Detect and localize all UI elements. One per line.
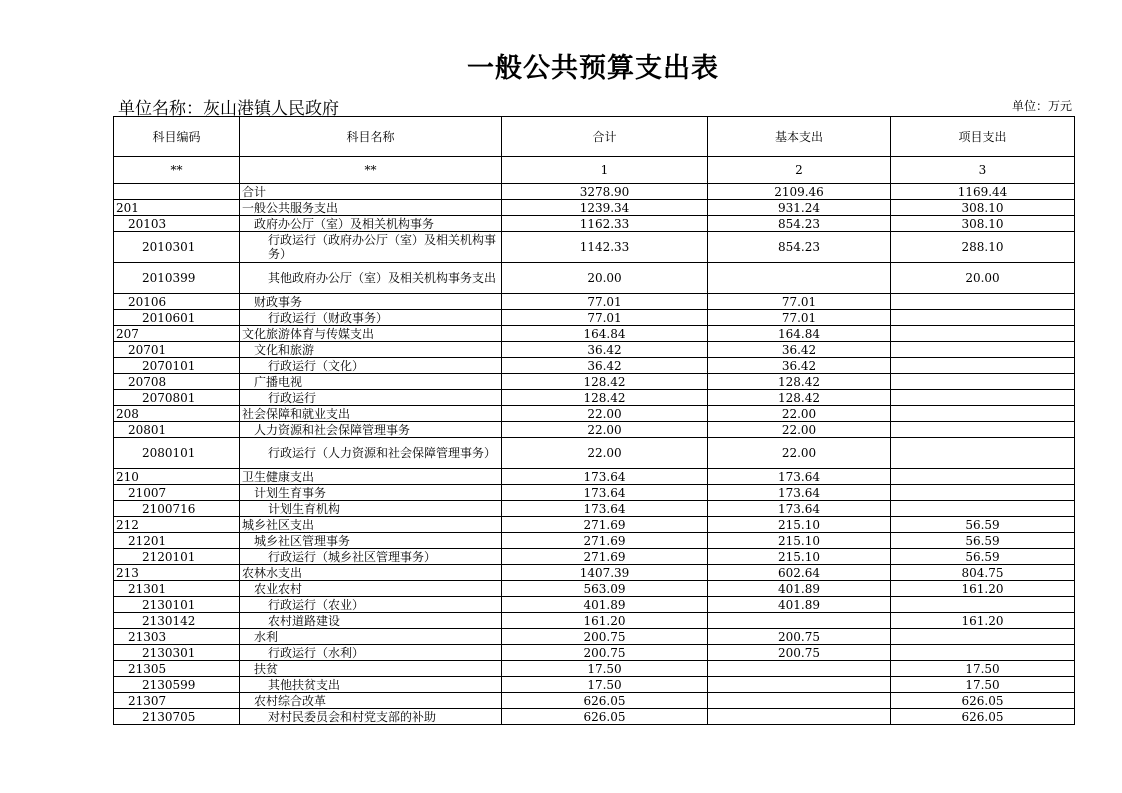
- row-total: 173.64: [502, 469, 708, 485]
- table-row: [114, 469, 1075, 485]
- row-basic: 77.01: [708, 294, 891, 310]
- row-basic: [708, 677, 891, 693]
- row-name: 社会保障和就业支出: [240, 406, 502, 422]
- row-code: 20708: [114, 374, 240, 390]
- row-total: 128.42: [502, 374, 708, 390]
- row-total: 271.69: [502, 533, 708, 549]
- table-row: [114, 200, 1075, 216]
- row-total: 77.01: [502, 294, 708, 310]
- row-project: [891, 422, 1075, 438]
- row-basic: 215.10: [708, 533, 891, 549]
- row-basic: 200.75: [708, 629, 891, 645]
- row-code: 213: [114, 565, 240, 581]
- row-total: 36.42: [502, 342, 708, 358]
- table-row: [114, 517, 1075, 533]
- row-total: 1407.39: [502, 565, 708, 581]
- row-project: [891, 438, 1075, 469]
- row-total: 173.64: [502, 501, 708, 517]
- row-code: 21307: [114, 693, 240, 709]
- row-project: 161.20: [891, 581, 1075, 597]
- row-basic: 602.64: [708, 565, 891, 581]
- row-project: [891, 342, 1075, 358]
- table-row: [114, 294, 1075, 310]
- table-row: [114, 310, 1075, 326]
- row-code: 201: [114, 200, 240, 216]
- row-code: 21007: [114, 485, 240, 501]
- subheader-row: [114, 157, 1075, 184]
- row-basic: 854.23: [708, 216, 891, 232]
- row-project: 17.50: [891, 677, 1075, 693]
- row-basic: [708, 693, 891, 709]
- row-code: 2070801: [114, 390, 240, 406]
- row-total: 22.00: [502, 406, 708, 422]
- table-row: [114, 406, 1075, 422]
- row-name: 文化和旅游: [240, 342, 502, 358]
- row-project: 17.50: [891, 661, 1075, 677]
- row-name: 文化旅游体育与传媒支出: [240, 326, 502, 342]
- row-project: 308.10: [891, 200, 1075, 216]
- table-row: [114, 661, 1075, 677]
- row-basic: 22.00: [708, 406, 891, 422]
- row-total: 22.00: [502, 438, 708, 469]
- row-name: 行政运行（政府办公厅（室）及相关机构事务）: [240, 232, 502, 263]
- row-code: 2130142: [114, 613, 240, 629]
- row-code: 208: [114, 406, 240, 422]
- row-project: 56.59: [891, 517, 1075, 533]
- row-code: 2010301: [114, 232, 240, 263]
- table-row: [114, 358, 1075, 374]
- row-total: 563.09: [502, 581, 708, 597]
- table-row: [114, 422, 1075, 438]
- row-project: [891, 629, 1075, 645]
- row-name: 人力资源和社会保障管理事务: [240, 422, 502, 438]
- row-name: 行政运行: [240, 390, 502, 406]
- row-project: [891, 597, 1075, 613]
- table-row: [114, 549, 1075, 565]
- row-project: 804.75: [891, 565, 1075, 581]
- row-name: 行政运行（文化）: [240, 358, 502, 374]
- row-project: 308.10: [891, 216, 1075, 232]
- row-total: 1162.33: [502, 216, 708, 232]
- row-code: 2130101: [114, 597, 240, 613]
- row-total: 200.75: [502, 629, 708, 645]
- table-row: [114, 597, 1075, 613]
- row-code: 21301: [114, 581, 240, 597]
- table-row: [114, 677, 1075, 693]
- subheader-total: 1: [502, 157, 708, 184]
- row-basic: 215.10: [708, 549, 891, 565]
- row-basic: 128.42: [708, 390, 891, 406]
- table-row: [114, 485, 1075, 501]
- row-basic: 164.84: [708, 326, 891, 342]
- row-basic: 173.64: [708, 485, 891, 501]
- row-code: 2010399: [114, 263, 240, 294]
- row-total: 271.69: [502, 549, 708, 565]
- row-basic: 173.64: [708, 469, 891, 485]
- row-project: 161.20: [891, 613, 1075, 629]
- header-project: 项目支出: [891, 117, 1075, 157]
- row-name: 其他政府办公厅（室）及相关机构事务支出: [240, 263, 502, 294]
- header-row: [114, 117, 1075, 157]
- row-code: [114, 184, 240, 200]
- row-total: 161.20: [502, 613, 708, 629]
- table-row: [114, 438, 1075, 469]
- row-basic: [708, 263, 891, 294]
- row-name: 行政运行（农业）: [240, 597, 502, 613]
- row-project: 20.00: [891, 263, 1075, 294]
- subheader-project: 3: [891, 157, 1075, 184]
- row-code: 20701: [114, 342, 240, 358]
- table-row: [114, 184, 1075, 200]
- row-basic: 36.42: [708, 358, 891, 374]
- row-name: 农村道路建设: [240, 613, 502, 629]
- row-code: 21303: [114, 629, 240, 645]
- row-name: 对村民委员会和村党支部的补助: [240, 709, 502, 725]
- row-name: 卫生健康支出: [240, 469, 502, 485]
- row-name: 计划生育机构: [240, 501, 502, 517]
- row-project: [891, 406, 1075, 422]
- page-title: 一般公共预算支出表: [467, 53, 719, 84]
- row-project: 626.05: [891, 709, 1075, 725]
- row-code: 2130301: [114, 645, 240, 661]
- table-row: [114, 629, 1075, 645]
- row-name: 农业农村: [240, 581, 502, 597]
- row-code: 2080101: [114, 438, 240, 469]
- table-row: [114, 709, 1075, 725]
- row-project: 1169.44: [891, 184, 1075, 200]
- row-total: 17.50: [502, 677, 708, 693]
- row-project: [891, 374, 1075, 390]
- table-row: [114, 581, 1075, 597]
- table-row: [114, 374, 1075, 390]
- row-basic: 2109.46: [708, 184, 891, 200]
- row-name: 政府办公厅（室）及相关机构事务: [240, 216, 502, 232]
- row-project: 56.59: [891, 533, 1075, 549]
- row-name: 城乡社区支出: [240, 517, 502, 533]
- row-basic: 173.64: [708, 501, 891, 517]
- row-name: 行政运行（城乡社区管理事务）: [240, 549, 502, 565]
- row-basic: [708, 661, 891, 677]
- row-total: 1142.33: [502, 232, 708, 263]
- row-basic: 22.00: [708, 438, 891, 469]
- row-total: 164.84: [502, 326, 708, 342]
- budget-table: [113, 116, 1075, 725]
- row-project: 288.10: [891, 232, 1075, 263]
- subheader-name: **: [240, 157, 502, 184]
- row-basic: 931.24: [708, 200, 891, 216]
- table-row: [114, 645, 1075, 661]
- row-code: 20801: [114, 422, 240, 438]
- row-project: [891, 501, 1075, 517]
- row-basic: 401.89: [708, 581, 891, 597]
- row-project: [891, 326, 1075, 342]
- row-total: 200.75: [502, 645, 708, 661]
- row-code: 2010601: [114, 310, 240, 326]
- row-project: [891, 390, 1075, 406]
- subheader-code: **: [114, 157, 240, 184]
- row-total: 1239.34: [502, 200, 708, 216]
- row-name: 计划生育事务: [240, 485, 502, 501]
- subheader-basic: 2: [708, 157, 891, 184]
- row-total: 20.00: [502, 263, 708, 294]
- row-name: 合计: [240, 184, 502, 200]
- table-row: [114, 232, 1075, 263]
- row-project: [891, 645, 1075, 661]
- table-row: [114, 533, 1075, 549]
- row-basic: 22.00: [708, 422, 891, 438]
- row-name: 广播电视: [240, 374, 502, 390]
- row-project: [891, 358, 1075, 374]
- row-project: [891, 485, 1075, 501]
- row-code: 207: [114, 326, 240, 342]
- table-row: [114, 501, 1075, 517]
- header-basic: 基本支出: [708, 117, 891, 157]
- row-name: 农村综合改革: [240, 693, 502, 709]
- table-row: [114, 613, 1075, 629]
- row-project: 626.05: [891, 693, 1075, 709]
- row-code: 21201: [114, 533, 240, 549]
- table-row: [114, 263, 1075, 294]
- row-code: 2130599: [114, 677, 240, 693]
- table-row: [114, 565, 1075, 581]
- row-total: 3278.90: [502, 184, 708, 200]
- row-total: 36.42: [502, 358, 708, 374]
- row-basic: [708, 613, 891, 629]
- table-row: [114, 390, 1075, 406]
- table-row: [114, 342, 1075, 358]
- row-code: 210: [114, 469, 240, 485]
- row-code: 212: [114, 517, 240, 533]
- row-total: 173.64: [502, 485, 708, 501]
- header-name: 科目名称: [240, 117, 502, 157]
- row-total: 77.01: [502, 310, 708, 326]
- row-total: 401.89: [502, 597, 708, 613]
- row-code: 20106: [114, 294, 240, 310]
- unit-name-label: 单位名称：灰山港镇人民政府: [118, 99, 339, 119]
- row-code: 21305: [114, 661, 240, 677]
- header-code: 科目编码: [114, 117, 240, 157]
- row-code: 2120101: [114, 549, 240, 565]
- table-row: [114, 326, 1075, 342]
- row-name: 一般公共服务支出: [240, 200, 502, 216]
- row-code: 20103: [114, 216, 240, 232]
- row-name: 行政运行（水利）: [240, 645, 502, 661]
- row-basic: 36.42: [708, 342, 891, 358]
- row-name: 财政事务: [240, 294, 502, 310]
- row-name: 行政运行（财政事务）: [240, 310, 502, 326]
- row-name: 其他扶贫支出: [240, 677, 502, 693]
- row-name: 城乡社区管理事务: [240, 533, 502, 549]
- table-row: [114, 216, 1075, 232]
- row-total: 128.42: [502, 390, 708, 406]
- row-total: 626.05: [502, 709, 708, 725]
- row-project: [891, 294, 1075, 310]
- row-basic: 854.23: [708, 232, 891, 263]
- row-basic: 200.75: [708, 645, 891, 661]
- row-basic: [708, 709, 891, 725]
- row-name: 水利: [240, 629, 502, 645]
- row-basic: 215.10: [708, 517, 891, 533]
- row-total: 17.50: [502, 661, 708, 677]
- row-name: 扶贫: [240, 661, 502, 677]
- row-name: 行政运行（人力资源和社会保障管理事务）: [240, 438, 502, 469]
- row-basic: 77.01: [708, 310, 891, 326]
- row-basic: 401.89: [708, 597, 891, 613]
- row-code: 2100716: [114, 501, 240, 517]
- row-code: 2130705: [114, 709, 240, 725]
- row-basic: 128.42: [708, 374, 891, 390]
- table-row: [114, 693, 1075, 709]
- row-code: 2070101: [114, 358, 240, 374]
- header-total: 合计: [502, 117, 708, 157]
- row-total: 22.00: [502, 422, 708, 438]
- row-project: [891, 310, 1075, 326]
- currency-unit-label: 单位：万元: [1011, 99, 1072, 113]
- row-project: [891, 469, 1075, 485]
- row-total: 271.69: [502, 517, 708, 533]
- row-name: 农林水支出: [240, 565, 502, 581]
- row-project: 56.59: [891, 549, 1075, 565]
- row-total: 626.05: [502, 693, 708, 709]
